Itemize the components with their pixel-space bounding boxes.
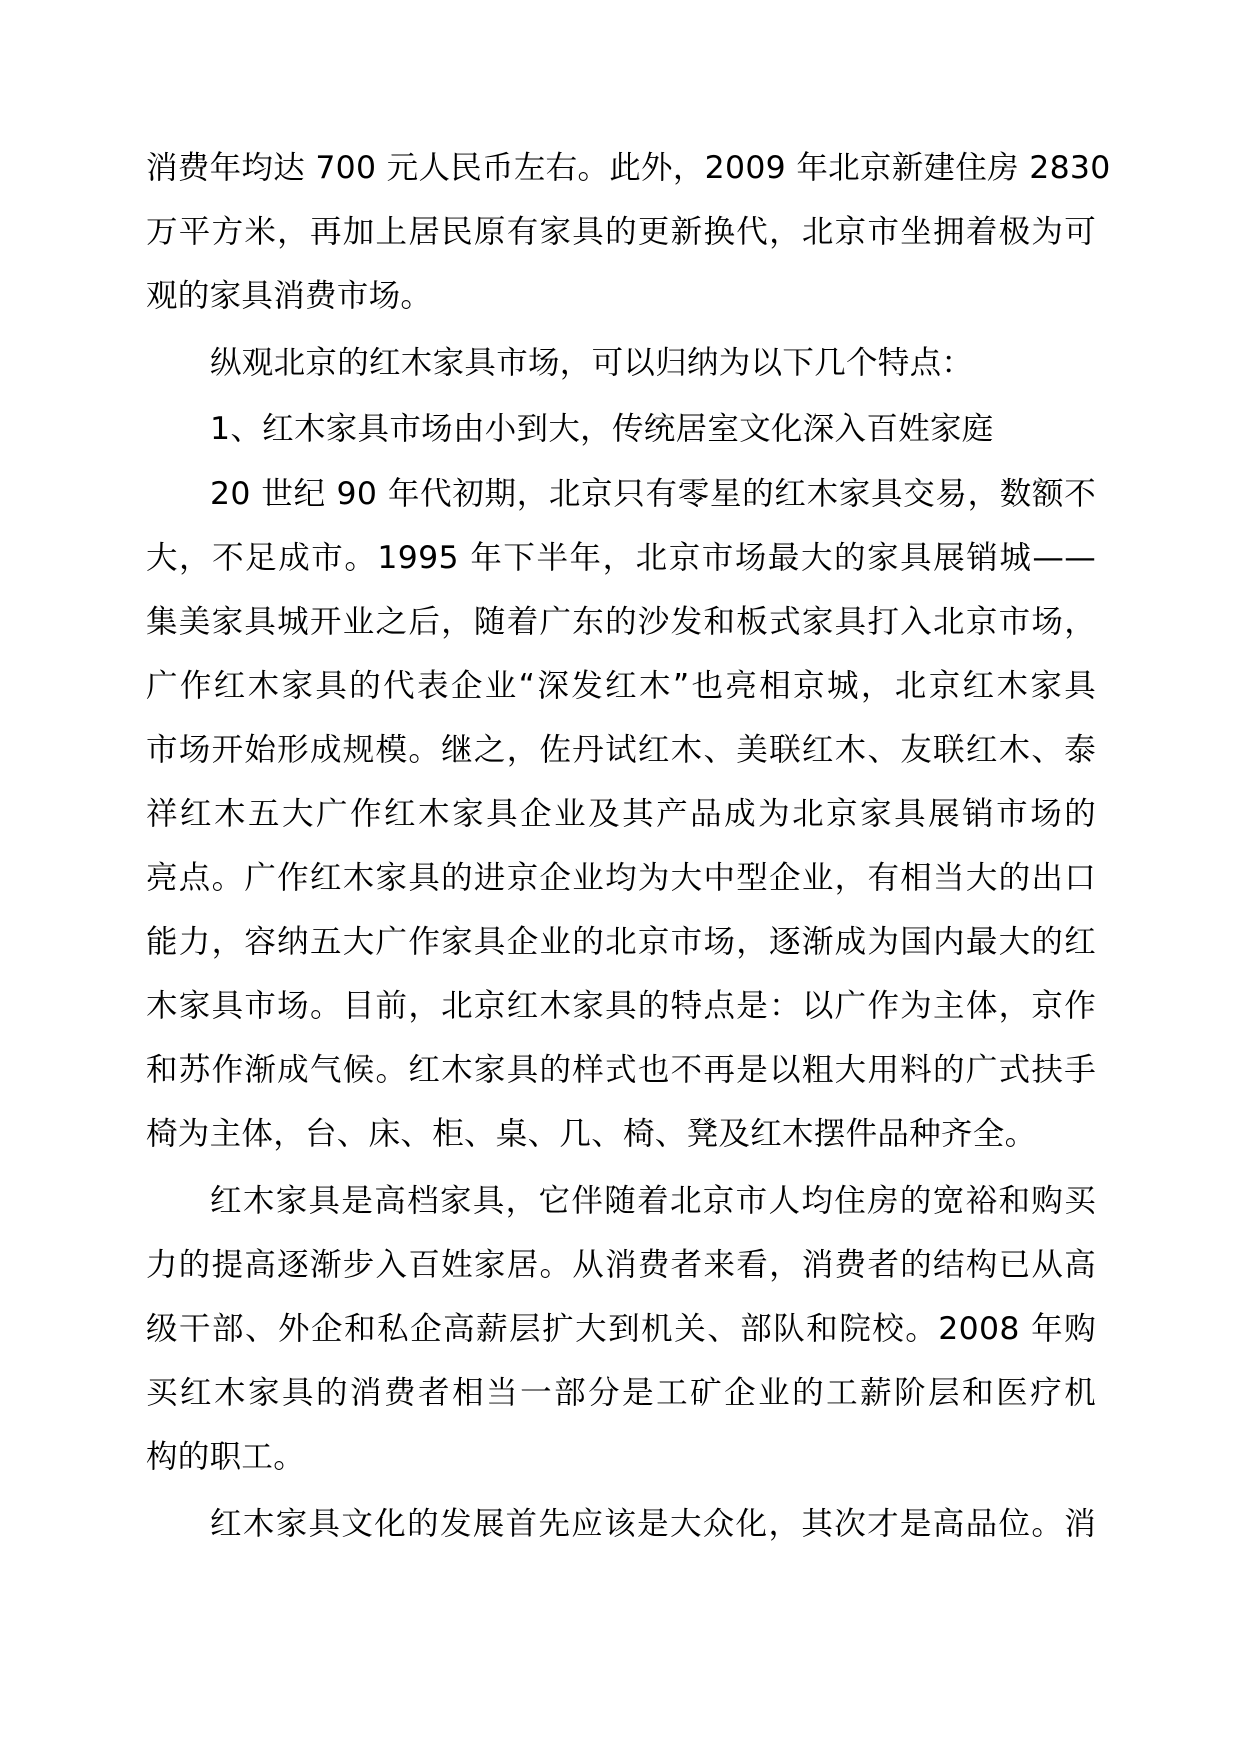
paragraph-first-line: 红木家具文化的发展首先应该是大众化，其次才是高品位。消 (210, 1506, 1096, 1542)
text-line: 能力，容纳五大广作家具企业的北京市场，逐渐成为国内最大的红 (146, 924, 1096, 960)
text-line: 集美家具城开业之后，随着广东的沙发和板式家具打入北京市场， (146, 604, 1096, 640)
text-line: 椅为主体，台、床、柜、桌、几、椅、凳及红木摆件品种齐全。 (146, 1116, 1037, 1152)
text-line: 市场开始形成规模。继之，佐丹试红木、美联红木、友联红木、泰 (146, 732, 1096, 768)
text-line: 级干部、外企和私企高薪层扩大到机关、部队和院校。2008 年购 (146, 1311, 1096, 1347)
text-line: 观的家具消费市场。 (146, 278, 433, 314)
section-heading: 1、红木家具市场由小到大，传统居室文化深入百姓家庭 (210, 411, 994, 447)
text-line: 万平方米，再加上居民原有家具的更新换代，北京市坐拥着极为可 (146, 214, 1096, 250)
paragraph-first-line: 20 世纪 90 年代初期，北京只有零星的红木家具交易，数额不 (210, 476, 1096, 512)
text-line: 祥红木五大广作红木家具企业及其产品成为北京家具展销市场的 (146, 796, 1096, 832)
text-line: 和苏作渐成气候。红木家具的样式也不再是以粗大用料的广式扶手 (146, 1052, 1096, 1088)
paragraph-first-line: 纵观北京的红木家具市场，可以归纳为以下几个特点： (210, 345, 974, 381)
text-line: 消费年均达 700 元人民币左右。此外，2009 年北京新建住房 2830 (146, 150, 1111, 186)
text-line: 力的提高逐渐步入百姓家居。从消费者来看，消费者的结构已从高 (146, 1247, 1096, 1283)
text-line: 亮点。广作红木家具的进京企业均为大中型企业，有相当大的出口 (146, 860, 1096, 896)
text-line: 大，不足成市。1995 年下半年，北京市场最大的家具展销城—— (146, 540, 1096, 576)
text-line: 木家具市场。目前，北京红木家具的特点是：以广作为主体，京作 (146, 988, 1096, 1024)
paragraph-first-line: 红木家具是高档家具，它伴随着北京市人均住房的宽裕和购买 (210, 1183, 1096, 1219)
text-line: 买红木家具的消费者相当一部分是工矿企业的工薪阶层和医疗机 (146, 1375, 1096, 1411)
text-line: 广作红木家具的代表企业“深发红木”也亮相京城，北京红木家具 (146, 668, 1096, 704)
text-line: 构的职工。 (146, 1439, 306, 1475)
